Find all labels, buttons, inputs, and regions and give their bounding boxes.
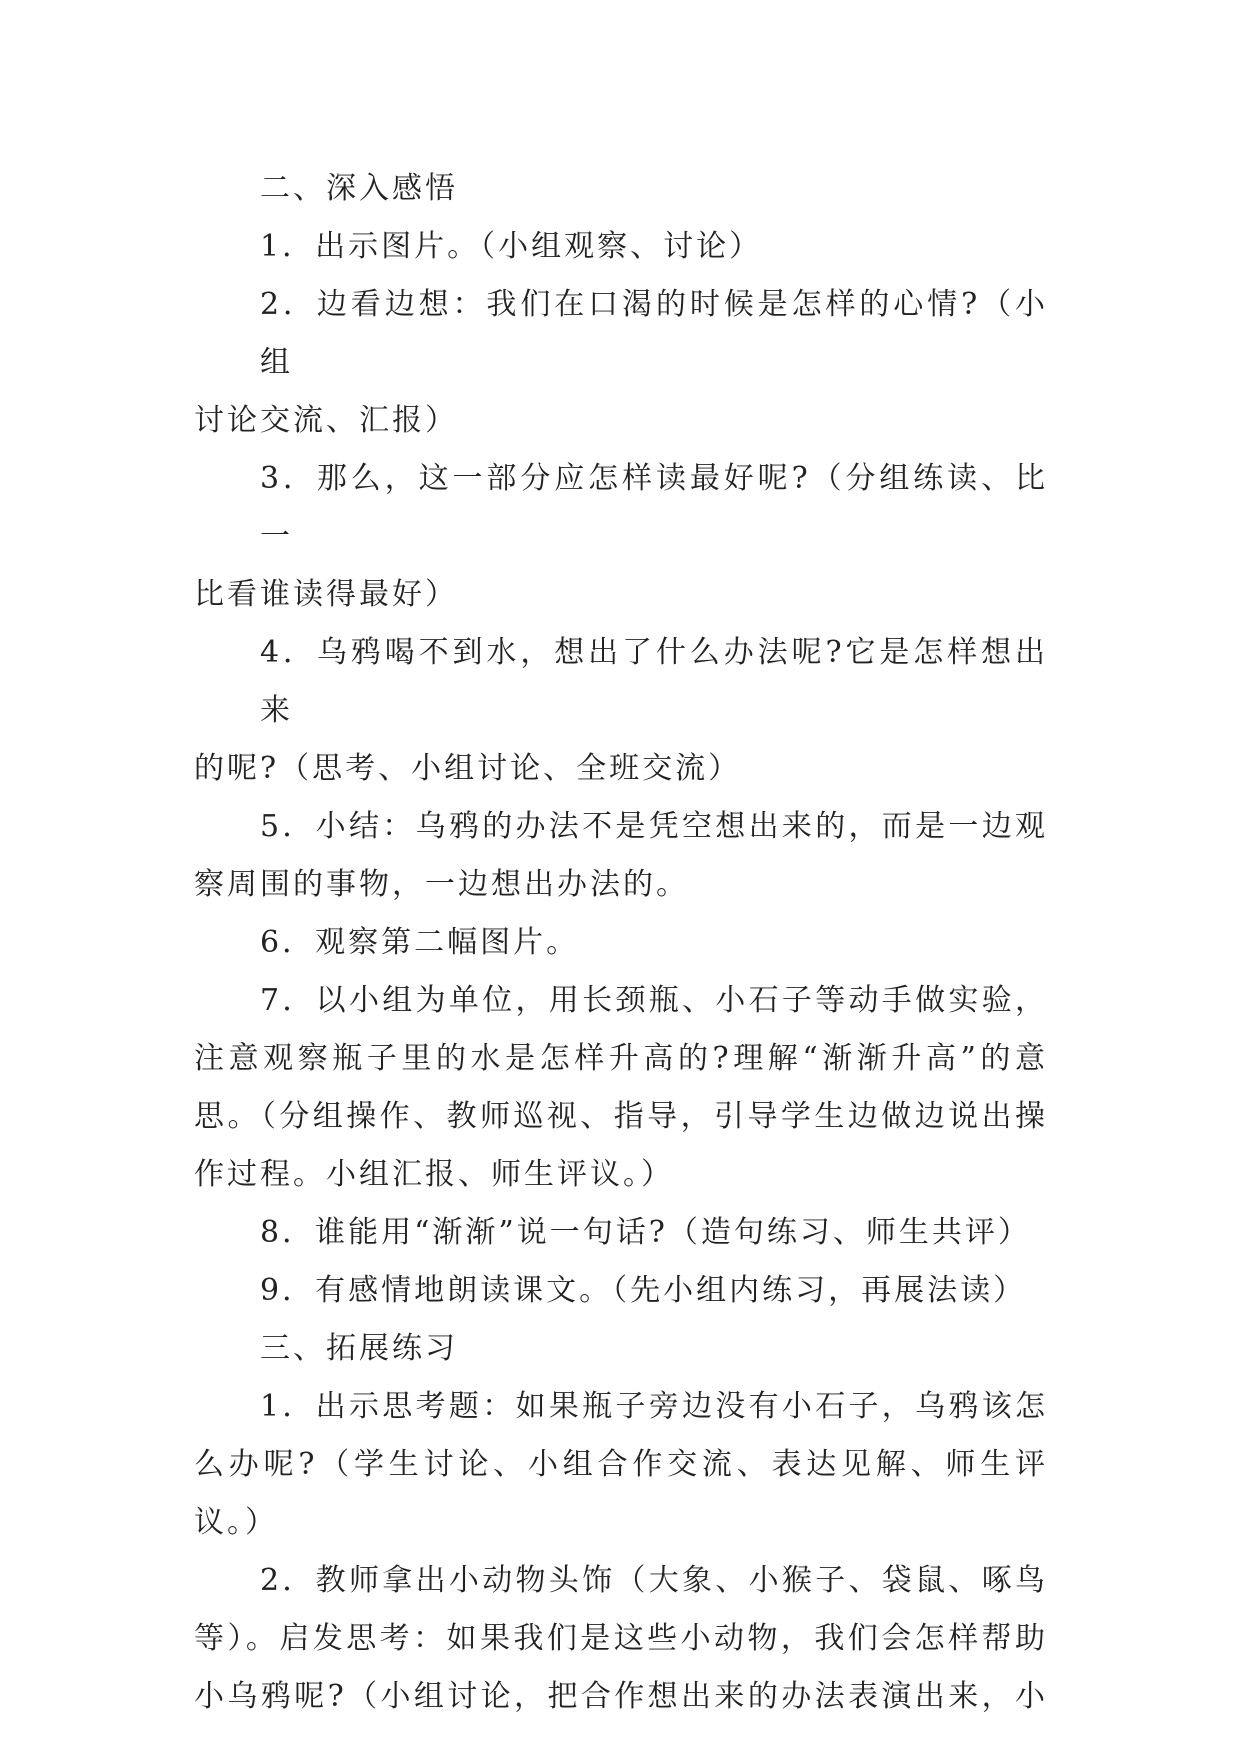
text-line: 7．以小组为单位，用长颈瓶、小石子等动手做实验， (260, 983, 1048, 1018)
paragraph-item-6 (194, 914, 1048, 972)
text-line: 思。（分组操作、教师巡视、指导，引导学生边做边说出操 (194, 1099, 1048, 1134)
paragraph-ext-1 (194, 1378, 1048, 1552)
text-line: 5．小结：乌鸦的办法不是凭空想出来的，而是一边观 (260, 809, 1048, 844)
text-line: 注意观察瓶子里的水是怎样升高的?理解“渐渐升高”的意 (194, 1041, 1048, 1076)
text-line: 的呢?（思考、小组讨论、全班交流） (194, 751, 742, 786)
paragraph-item-1 (194, 218, 1048, 276)
paragraph-item-9 (194, 1262, 1048, 1320)
text-line: 比看谁读得最好） (194, 577, 458, 612)
text-line: 议。） (194, 1505, 278, 1540)
text-line: 1．出示思考题：如果瓶子旁边没有小石子，乌鸦该怎 (260, 1389, 1048, 1424)
text-line: 作过程。小组汇报、师生评议。） (194, 1157, 674, 1192)
text-line: 等）。启发思考：如果我们是这些小动物，我们会怎样帮助 (194, 1621, 1048, 1656)
paragraph-ext-2 (194, 1552, 1048, 1726)
text-line: 讨论交流、汇报） (194, 403, 458, 438)
text-line: 小乌鸦呢?（小组讨论，把合作想出来的办法表演出来，小 (194, 1679, 1048, 1714)
text-line: 2．教师拿出小动物头饰（大象、小猴子、袋鼠、啄鸟 (260, 1563, 1048, 1598)
paragraph-item-4 (194, 624, 1048, 798)
document-body (194, 160, 1048, 1726)
paragraph-item-2 (194, 276, 1048, 450)
text-line: 察周围的事物，一边想出办法的。 (194, 867, 689, 902)
text-line: 8．谁能用“渐渐”说一句话?（造句练习、师生共评） (260, 1215, 1031, 1250)
paragraph-item-5 (194, 798, 1048, 914)
text-line: 三、拓展练习 (260, 1331, 458, 1366)
text-line: 1．出示图片。（小组观察、讨论） (260, 229, 763, 264)
text-line: 9．有感情地朗读课文。（先小组内练习，再展法读） (260, 1273, 1027, 1308)
text-line: 6．观察第二幅图片。 (260, 925, 580, 960)
text-line: 2．边看边想：我们在口渴的时候是怎样的心情?（小组 (260, 287, 1048, 380)
heading-extension-practice (194, 1320, 1048, 1378)
paragraph-item-8 (194, 1204, 1048, 1262)
text-line: 3．那么，这一部分应怎样读最好呢?（分组练读、比一 (260, 461, 1048, 554)
text-line: 么办呢?（学生讨论、小组合作交流、表达见解、师生评 (194, 1447, 1048, 1482)
paragraph-item-3 (194, 450, 1048, 624)
text-line: 4．乌鸦喝不到水，想出了什么办法呢?它是怎样想出来 (260, 635, 1048, 728)
text-line: 二、深入感悟 (260, 171, 458, 206)
paragraph-item-7 (194, 972, 1048, 1204)
heading-deep-understanding (194, 160, 1048, 218)
